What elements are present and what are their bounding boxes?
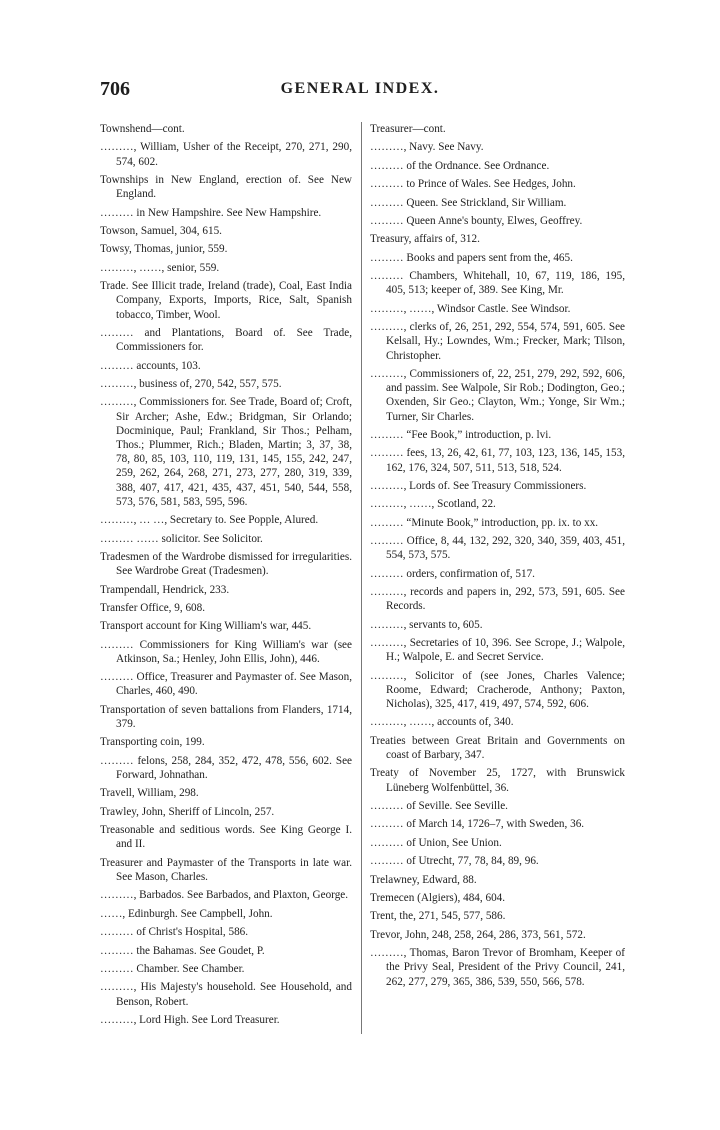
- index-entry: Transportation of seven battalions from Flanders, 1714, 379.: [100, 703, 352, 731]
- index-entry: ………, servants to, 605.: [370, 618, 483, 631]
- index-entry: ………, ……, Windsor Castle. See Windsor.: [370, 302, 571, 315]
- index-entry: Trawley, John, Sheriff of Lincoln, 257.: [100, 805, 275, 818]
- index-entry: Tremecen (Algiers), 484, 604.: [370, 891, 506, 904]
- index-entry: ……… the Bahamas. See Goudet, P.: [100, 944, 265, 957]
- index-entry: ………, William, Usher of the Receipt, 270, 271, 290, 574, 602.: [100, 141, 352, 168]
- index-entry: ………, Thomas, Baron Trevor of Bromham, Keeper of the Privy Seal, President of the Privy Council, 241, 262, 277, 279, 365, 386, 539, 550, 566, 578.: [370, 947, 625, 988]
- index-entry: ……… felons, 258, 284, 352, 472, 478, 556, 602. See Forward, Johnathan.: [100, 754, 352, 782]
- index-entry: Transfer Office, 9, 608.: [100, 601, 206, 614]
- index-entry: ……… Queen Anne's bounty, Elwes, Geoffrey.: [370, 214, 583, 227]
- index-entry: ……… of Christ's Hospital, 586.: [100, 926, 249, 939]
- index-entry: ……, Edinburgh. See Campbell, John.: [100, 907, 273, 920]
- index-entry: ……… in New Hampshire. See New Hampshire.: [100, 206, 322, 219]
- index-entry: Townshend—cont.: [100, 123, 185, 135]
- index-entry: Towsy, Thomas, junior, 559.: [100, 243, 228, 256]
- left-column: [100, 122, 352, 1031]
- index-entry: ……… Office, 8, 44, 132, 292, 320, 340, 359, 403, 451, 554, 573, 575.: [370, 535, 625, 562]
- index-entry: ………, … …, Secretary to. See Popple, Alured.: [100, 514, 319, 527]
- index-entry: ……… orders, confirmation of, 517.: [370, 567, 535, 580]
- index-entry: ……… Commissioners for King William's war (see Atkinson, Sa.; Henley, John Ellis, John), 446.: [100, 638, 352, 665]
- index-entry: Trelawney, Edward, 88.: [370, 873, 477, 886]
- index-entry: ………, Solicitor of (see Jones, Charles Valence; Roome, Edward; Cracherode, Anthony; Paxton, Nicholas), 325, 417, 419, 497, 574, 592, 606.: [370, 669, 625, 711]
- index-entry: Treasurer and Paymaster of the Transports in late war. See Mason, Charles.: [100, 856, 352, 884]
- index-entry: ……… of Seville. See Seville.: [370, 800, 508, 812]
- index-entry: ……… Queen. See Strickland, Sir William.: [370, 196, 567, 209]
- index-entry: ……… Office, Treasurer and Paymaster of. See Mason, Charles, 460, 490.: [100, 671, 352, 698]
- index-entry: ………, Commissioners of, 22, 251, 279, 292, 592, 606, and passim. See Walpole, Sir Rob.; Dodington, Geo.; Oxenden, Sir Geo.; Clayton, Wm.; Yonge, Sir Wm.; Turner, Sir Charles.: [370, 367, 625, 423]
- index-entry: ………, Lord High. See Lord Treasurer.: [100, 1013, 280, 1026]
- index-entry: Townships in New England, erection of. See New England.: [100, 173, 352, 201]
- right-column: [370, 122, 625, 993]
- index-entry: Transporting coin, 199.: [100, 736, 205, 749]
- index-entry: Tradesmen of the Wardrobe dismissed for irregularities. See Wardrobe Great (Tradesmen).: [100, 550, 352, 578]
- index-entry: Trent, the, 271, 545, 577, 586.: [370, 910, 506, 923]
- index-entry: ……… “Minute Book,” introduction, pp. ix. to xx.: [370, 516, 599, 529]
- index-entry: Trampendall, Hendrick, 233.: [100, 583, 230, 596]
- column-divider: [361, 122, 362, 1034]
- index-entry: ………, records and papers in, 292, 573, 591, 605. See Records.: [370, 586, 625, 613]
- index-entry: ………, Barbados. See Barbados, and Plaxton, George.: [100, 889, 349, 902]
- index-entry: ………, ……, accounts of, 340.: [370, 716, 514, 729]
- index-entry: Transport account for King William's war, 445.: [100, 620, 312, 633]
- index-entry: Treasury, affairs of, 312.: [370, 233, 480, 246]
- index-entry: ………, Commissioners for. See Trade, Board of; Croft, Sir Archer; Ashe, Edw.; Bridgman, Sir Orlando; Docminique, Paul; Frankland, Sir Thos.; Pelham, Thos.; Plummer, Rich.; Bladen, Martin; 3, 37, 38, 78, 80, 85, 103, 110, 119, 131, 145, 155, 242, 247, 259, 262, 264, 268, 271, 273, 277, 280, 319, 339, 388, 407, 417, 421, 435, 437, 451, 540, 544, 558, 573, 576, 581, 583, 595, 596.: [100, 396, 352, 508]
- page-title: GENERAL INDEX.: [280, 80, 440, 97]
- index-entry: ………, ……, Scotland, 22.: [370, 498, 496, 511]
- index-entry: ……… …… solicitor. See Solicitor.: [100, 532, 263, 545]
- index-entry: Treaty of November 25, 1727, with Brunswick Lüneberg Wolfenbüttel, 36.: [370, 767, 625, 794]
- index-entry: Travell, William, 298.: [100, 787, 199, 800]
- index-entry: ……… accounts, 103.: [100, 359, 201, 372]
- index-entry: ………, His Majesty's household. See Household, and Benson, Robert.: [100, 981, 352, 1008]
- index-entry: ………, Lords of. See Treasury Commissioners.: [370, 479, 587, 492]
- index-entry: ………, business of, 270, 542, 557, 575.: [100, 377, 282, 390]
- index-entry: ………, Secretaries of 10, 396. See Scrope, J.; Walpole, H.; Walpole, E. and Secret Service.: [370, 637, 625, 664]
- index-entry: ……… Chamber. See Chamber.: [100, 962, 245, 975]
- index-entry: ………, clerks of, 26, 251, 292, 554, 574, 591, 605. See Kelsall, Hy.; Lowndes, Wm.; Frecker, Mark; Tilson, Christopher.: [370, 321, 625, 362]
- index-entry: ……… Books and papers sent from the, 465.: [370, 251, 573, 264]
- index-entry: ……… and Plantations, Board of. See Trade, Commissioners for.: [100, 326, 352, 354]
- index-entry: ……… Chambers, Whitehall, 10, 67, 119, 186, 195, 405, 513; keeper of, 389. See King, Mr.: [370, 270, 625, 297]
- index-entry: Treaties between Great Britain and Governments on coast of Barbary, 347.: [370, 734, 625, 762]
- index-entry: Towson, Samuel, 304, 615.: [100, 224, 222, 237]
- page-number: 706: [100, 78, 130, 100]
- index-entry: Trevor, John, 248, 258, 264, 286, 373, 561, 572.: [370, 928, 586, 941]
- index-entry: ……… “Fee Book,” introduction, p. lvi.: [370, 428, 552, 441]
- index-entry: ……… of Utrecht, 77, 78, 84, 89, 96.: [370, 855, 539, 868]
- index-entry: Trade. See Illicit trade, Ireland (trade), Coal, East India Company, Exports, Imports, Rice, Salt, Spanish tobacco, Timber, Wool.: [100, 280, 352, 321]
- index-entry: Treasurer—cont.: [370, 123, 446, 135]
- index-entry: ……… of March 14, 1726–7, with Sweden, 36.: [370, 818, 585, 831]
- index-entry: ………, Navy. See Navy.: [370, 141, 484, 154]
- index-entry: ……… to Prince of Wales. See Hedges, John.: [370, 178, 576, 191]
- index-entry: ……… of Union, See Union.: [370, 836, 502, 849]
- index-entry: Treasonable and seditious words. See King George I. and II.: [100, 824, 352, 851]
- index-entry: ……… of the Ordnance. See Ordnance.: [370, 159, 550, 172]
- index-entry: ……… fees, 13, 26, 42, 61, 77, 103, 123, 136, 145, 153, 162, 176, 324, 507, 511, 513, 518, 524.: [370, 447, 625, 474]
- index-entry: ………, ……, senior, 559.: [100, 261, 220, 274]
